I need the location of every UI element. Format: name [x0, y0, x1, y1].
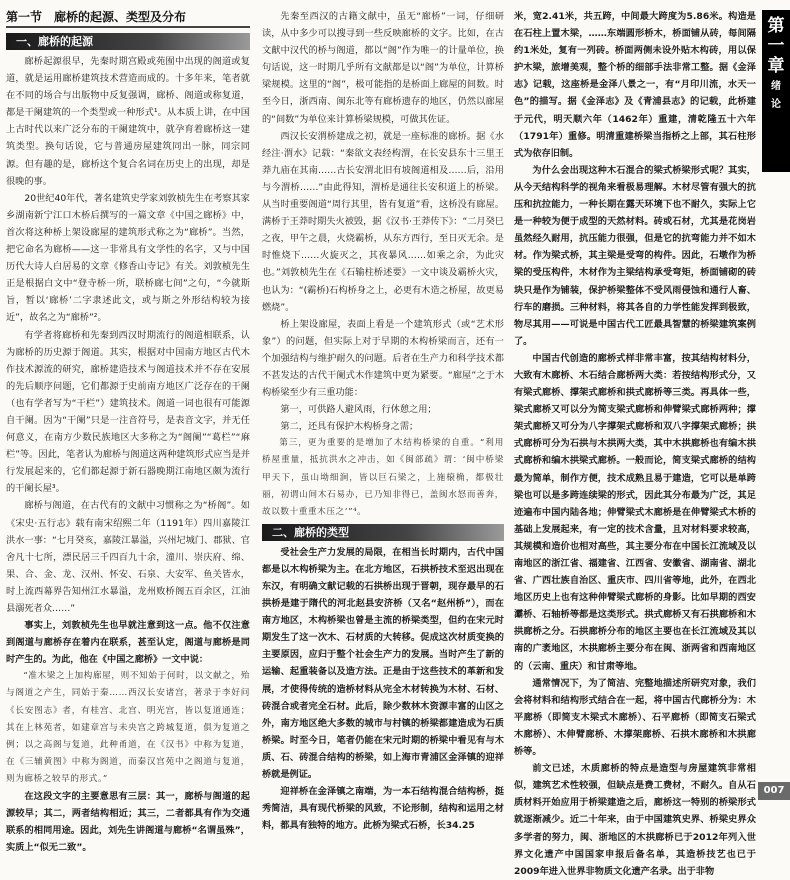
paragraph: 第二，还具有保护木构桥身之需； [280, 421, 419, 433]
chapter-tab-label: 论 [771, 99, 781, 110]
paragraph: 在这段文字的主要意思有三层：其一，廊桥与阁道的起源较早；其二，两者结构相近；其三，二者都具有作为交通联系的相同用途。因此，刘先生讲阁道与廊桥“名谓虽殊”，实质上“似无二致”。 [6, 791, 250, 854]
paragraph: 第一，可供路人避风雨，行休憩之用； [280, 404, 437, 416]
paragraph: 受社会生产力发展的局限，在相当长时期内，古代中国都是以木构桥梁为主。在北方地区，石拱桥技术至迟出现在东汉，有明确文献记载的石拱桥出现于晋朝，现存最早的石拱桥是建于隋代的河北赵县安济桥（又名“赵州桥”），而在南方地区，木构桥梁也曾是主流的桥梁类型，但约在宋元时期发生了这一次木、石材质的大转移。促成这次材质变换的主要原因，应归于整个社会生产力的发展。当时产生了新的运输、起重装备以及造方法。正是由于这些技术的革新和发展，才使得传统的造桥材料从完全木材转换为木材、石材、砖混合或者完全石材。此后，除少数林木资源丰富的山区之外，南方地区绝大多数的城市与村镇的桥梁都建造成为石质桥梁。时至今日，笔者仍能在宋元时期的桥梁中看见有与木质、石、砖混合结构的桥梁，如上海市青浦区金泽镇的迎祥桥就是例证。 [262, 546, 504, 781]
paragraph: 廊桥起源很早，先秦时期宫殿或苑囿中出现的阁道或复道，就是运用廊桥建筑技术营造而成的。十多年来，笔者就在不同的场合与出版物中反复强调，廊桥、阁道或称复道，都是干阑建筑的一个类型或一种形式¹。从本质上讲，在中国上古时代以来广泛分布的干阑建筑中，就孕育着廊桥这一建筑类型。换句话说，它与普通房屋建筑同出一脉，同宗同源。但有趣的是，廊桥这个复合名词在历史上的出现，却是很晚的事。 [6, 56, 250, 187]
paragraph: 西汉长安渭桥建成之初，就是一座标准的廊桥。据《水经注·渭水》记载：“秦欲文表经构渭，在长安县东十三里王莽九庙在其南……古长安渭北旧有坡阁道相及……后，沿用与今渭桥……”由此得知，渭桥是通往长安积道上的桥梁。从当时重要阁道“周行其里，皆有复道”看，这桥没有廊屋。满桥于王莽时期失火被毁，据《汉书·王莽传下》：“二月癸巳之夜，甲午之晨，火烧霸桥，从东方西行，至日灭无余。是时惟烧下……火旋灭之，其夜暴风……如乘之余，为此灾也。”刘敦桢先生在《石输柱桥述要》一文中谈及霸桥火灾，也认为：“(霸桥)石构桥身之上，必更有木造之桥屋，故更易燃烧”。 [262, 130, 504, 313]
paragraph: 事实上，刘敦桢先生也早就注意到这一点。他不仅注意到阁道与廊桥存在着内在联系，甚至认定，阁道与廊桥是同时产生的。为此，他在《中国之廊桥》一文中说： [6, 620, 250, 666]
page-number: 007 [758, 782, 790, 800]
paragraph: 先秦至西汉的古籍文献中，虽无“廊桥”一词，仔细研读，从中多少可以搜寻到一些反映廊桥的文字。比如，在古文献中汉代的桥与阁道，都以“阁”作为唯一的计量单位，换句话说，这一时期几乎所有文献都是以“阁”为单位，计算桥梁规模。这里的“阁”，极可能指的是桥面上廊屋的间数。时至今日，浙西南、闽东北等有廊桥遗存的地区，仍然以廊屋的“间数”为单位来计算桥梁规模，可做其佐证。 [262, 11, 504, 125]
chapter-tab-label: 绪 [771, 81, 781, 92]
paragraph: 迎祥桥在金泽镇之南端，为一本石结构混合结构桥，挺秀简洁，具有现代桥梁的风致，不论形制，结构和运用之材料，都具有独特的地方。此桥为梁式石桥，长34.25 [262, 786, 504, 832]
section-heading-origin: 一、廊桥的起源 [6, 33, 250, 50]
paragraph: 米，宽2.41米，共五跨，中间最大跨度为5.86米。构造是在石柱上置木梁，……东端圆形桥木，桥面铺从砖，每间隔约1米处，复有一列砖。桥面两侧未设外贴木构砖，用以保护木梁，旅增美观，整个桥的细部手法非常工整。据《金泽志》记载，这座桥是金泽八景之一，有“月印川流，水天一色”的描写。据《金泽志》及《青浦县志》的记载，此桥建于元代，明天顺六年（1462年）重建，清乾隆五十六年（1791年）重修。明清重建桥梁当指桥之上部，其石柱形式为依存旧制。 [514, 11, 756, 159]
quote-paragraph: “准木梁之上加构廊屋，则不知始于何时，以文献之，殆与阁道之产生，同始于秦……西汉长安诸宫，著录于李好问《长安图志》者，有桂宫、北宫、明光宫，皆以复道通连；其在上林苑者，如建章宫与未央宫之跨城复道，俱为复道之例；以之高阁与复道，此种甬道，在《汉书》中称为复道，在《三辅黄图》中称为阁道，而秦汉宫苑中之阁道与复道，则为廊桥之较早的形式。” [6, 671, 250, 784]
chapter-tab-char: 第 [767, 16, 785, 36]
paragraph: 桥上架设廊屋，表面上看是一个建筑形式（或“艺术形象”）的问题，但实际上对于早期的木构桥梁而言，还有一个加强结构与维护耐久的问题。后者在生产力和科学技术都不甚发达的古代干阑式木作建筑中更为紧要。“廊屋”之于木构桥梁至少有三重功能： [262, 318, 504, 399]
paragraph: 中国古代创造的廊桥式样非常丰富，按其结构材料分，大致有木廊桥、木石结合廊桥两大类：若按结构形式分，又有梁式廊桥、撑架式廊桥和拱式廊桥等三类。再具体一些，梁式廊桥又可以分为简支梁式廊桥和伸臂梁式廊桥两种；撑架式廊桥又可分为八字撑架式廊桥和双八字撑架式廊桥；拱式廊桥可分为石拱与木拱两大类，其中木拱廊桥也有编木拱式廊桥和编木拱梁式廊桥。一般而论，简支梁式廊桥的结构最为简单，制作方便，技术成熟且易于建造，它可以是单跨梁也可以是多跨连续梁的形式，因此其分布最为广泛，其足迹遍布中国内陆各地；伸臂梁式木廊桥是在伸臂梁式木桥的基础上发展起来，有一定的技术含量，且对材料要求较高，其规模和造价也相对高些，其主要分布在中国长江流域及以南地区的浙江省、福建省、江西省、安徽省、湖南省、湖北省、广西壮族自治区、重庆市、四川省等地，此外，在西北地区历史上也有这种伸臂梁式廊桥的身影。比如早期的西安灞桥、石轴桥等都是这类形式。拱式廊桥又有石拱廊桥和木拱廊桥之分。石拱廊桥分布的地区主要也在长江流域及其以南的广袤地区，木拱廊桥主要分布在闽、浙两省和西南地区的（云南、重庆）和甘肃等地。 [514, 352, 756, 672]
section-heading-types: 二、廊桥的类型 [262, 524, 504, 541]
paragraph: 为什么会出现这种木石混合的梁式桥梁形式呢？其实，从今天结构科学的视角来看极易理解。木材尽管有强大的抗压和抗拉能力，一种长期在露天环境下也不耐久，实际上它是一种较为便于成型的天然材料。砖或石材，尤其是花岗岩虽然经久耐用，抗压能力很强，但是它的抗弯能力并不如木材。作为梁式桥，其主梁是受弯的构件。因此，石墩作为桥梁的受压构件，木材作为主梁结构承受弯矩，桥面铺砌的砖块只是作为铺装，保护桥梁整体不受风雨侵蚀和通行人畜、行车的磨损。三种材料，将其各自的力学性能发挥到极致，物尽其用——可说是中国古代工匠最具智慧的桥梁建筑案例了。 [514, 164, 756, 347]
paragraph: 廊桥与阁道，在古代有的文献中习惯称之为“桥阁”。如《宋史·五行志》载有南宋绍熙二年（1191年）四川嘉陵江洪水一事：“七月癸亥，嘉陵江暴溢，兴州圮城门、郡狱、官舍凡十七所，漂民居三千四百九十余，潼川、崇庆府、绵、果、合、金、龙、汉州、怀安、石泉、大安军、鱼关皆水，时上流西幕界告知州江水暴溢，龙州败桥阁五百余区，江油县溺死者众……” [6, 500, 250, 614]
section-header: 第一节 廊桥的起源、类型及分布 [6, 8, 250, 28]
chapter-tab [762, 10, 790, 172]
chapter-tab-char: 一 [767, 36, 785, 56]
quote-paragraph: 第三，更为重要的是增加了木结构桥梁的自重。“利用桥屋重量，抵抗洪水之冲击，如《闽部疏》谓：‘闽中桥梁甲天下，虽山坳细涧，皆以巨石梁之，上施榱桷，都极壮丽，初谓山间木石易办，已乃知非得已，盖闽水怒而善奔，故以数十重重木压之’”⁴。 [262, 438, 504, 517]
paragraph: 前文已述，木质廊桥的特点是造型与房屋建筑非常相似，建筑艺术性较强，但缺点是费工费材，不耐久。自从石质材料开始应用于桥梁建造之后，廊桥这一特别的桥梁形式就逐渐减少。近二十年来，由于中国建筑史界、桥梁史界众多学者的努力，闽、浙地区的木拱廊桥已于2012年列入世界文化遗产中国国家申报后备名单，其造桥技艺也已于2009年进入世界非物质文化遗产名录。出于非物 [514, 763, 756, 877]
text-column-1 [6, 30, 250, 854]
chapter-tab-char: 章 [767, 56, 785, 76]
paragraph: 通常情况下，为了简洁、完整地描述所研究对象，我们会将材料和结构形式结合在一起，将中国古代廊桥分为：木平廊桥（即简支木梁式木廊桥）、石平廊桥（即简支石梁式木廊桥）、木伸臂廊桥、木撑架廊桥、石拱木廊桥和木拱廊桥等。 [514, 677, 756, 758]
paragraph: 20世纪40年代，著名建筑史学家刘敦桢先生在考察其家乡湖南新宁江口木桥后撰写的一篇文章《中国之廊桥》中，首次将这种桥上架设廊屋的建筑形式称之为“廊桥”。当然，把它命名为廊桥——这一非常具有文学性的名字，又与中国历代大诗人白居易的文章《修香山寺记》有关。刘敦桢先生正是根据白文中“登寺桥一所，联桥廊七间”之句，“今就斯旨，暂以‘廊桥’二字隶述此文，或与斯之外形结构较为接近”，故名之为“廊桥”²。 [6, 192, 250, 324]
text-column-2 [262, 8, 504, 832]
text-column-3 [514, 8, 756, 877]
paragraph: 有学者将廊桥和先秦到西汉时期流行的阁道相联系，认为廊桥的历史源于阁道。其实，根据对中国南方地区古代木作技术源流的研究，廊桥建造技术与阁道技术并不存在安展的先后顺序问题，它们都源于史前南方地区广泛存在的干阑（也有学者写为“干栏”）建筑技术。阁道一词也很有可能源自干阑。因为“干阑”只是一注音符号，是表音文字，并无任何意义，在南方少数民族地区大多称之为“阁阑”“葛栏”“麻栏”等。因此，笔者认为廊桥与阁道这两种建筑形式应当是并行发展起来的，它们都起源于新石器晚期江南地区颇为流行的干阑长屋³。 [6, 329, 250, 495]
